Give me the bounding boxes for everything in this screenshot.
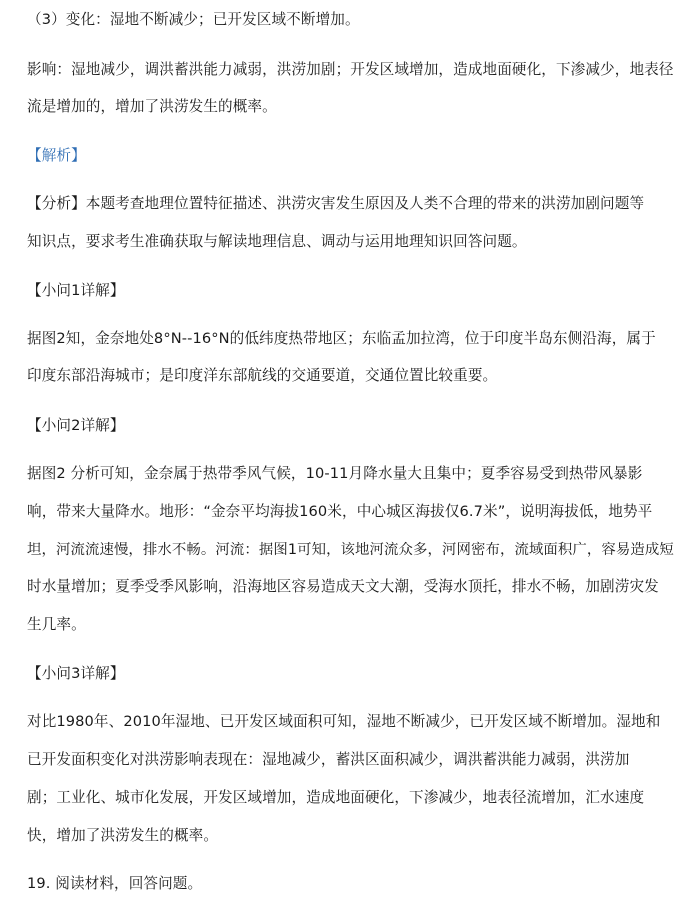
analysis-line-2: 知识点，要求考生准确获取与解读地理信息、调动与运用地理知识回答问题。: [27, 233, 527, 250]
q1-line-2: 印度东部沿海城市；是印度洋东部航线的交通要道，交通位置比较重要。: [27, 367, 498, 384]
q3-line-1: 对比1980年、2010年湿地、已开发区域面积可知，湿地不断减少，已开发区域不断增加。湿地和: [27, 713, 661, 730]
q2-line-3: 坦，河流流速慢，排水不畅。河流：据图1可知，该地河流众多，河网密布，流域面积广，容易造成短: [27, 542, 674, 558]
answer-impact-line-1: 影响：湿地减少，调洪蓄洪能力减弱，洪涝加剧；开发区域增加，造成地面硬化，下渗减少，地表径: [27, 61, 674, 78]
analysis-heading: 【解析】: [27, 147, 86, 164]
q2-line-1: 据图2 分析可知，金奈属于热带季风气候，10-11月降水量大且集中；夏季容易受到热带风暴影: [27, 465, 643, 482]
q3-heading: 【小问3详解】: [27, 665, 125, 682]
q3-line-4: 快，增加了洪涝发生的概率。: [27, 827, 219, 844]
q2-heading: 【小问2详解】: [27, 417, 125, 434]
q1-heading: 【小问1详解】: [27, 282, 125, 299]
q2-line-2: 响，带来大量降水。地形：“金奈平均海拔160米，中心城区海拔仅6.7米”，说明海拔低，地势平: [27, 503, 653, 520]
q3-line-3: 剧；工业化、城市化发展，开发区域增加，造成地面硬化，下渗减少，地表径流增加，汇水速度: [27, 789, 645, 806]
q2-line-4: 时水量增加；夏季受季风影响，沿海地区容易造成天文大潮，受海水顶托，排水不畅，加剧涝灾发: [27, 578, 659, 595]
question-19-prompt: 19. 阅读材料，回答问题。: [27, 875, 203, 892]
answer-impact-line-2: 流是增加的，增加了洪涝发生的概率。: [27, 98, 277, 115]
analysis-line-1: 【分析】本题考查地理位置特征描述、洪涝灾害发生原因及人类不合理的带来的洪涝加剧问题等: [27, 195, 645, 212]
q2-line-5: 生几率。: [27, 616, 86, 633]
q1-line-1: 据图2知，金奈地处8°N--16°N的低纬度热带地区；东临孟加拉湾，位于印度半岛东侧沿海，属于: [27, 330, 656, 347]
answer-change-line: （3）变化：湿地不断减少；已开发区域不断增加。: [27, 11, 360, 28]
q3-line-2: 已开发面积变化对洪涝影响表现在：湿地减少，蓄洪区面积减少，调洪蓄洪能力减弱，洪涝加: [27, 751, 630, 768]
